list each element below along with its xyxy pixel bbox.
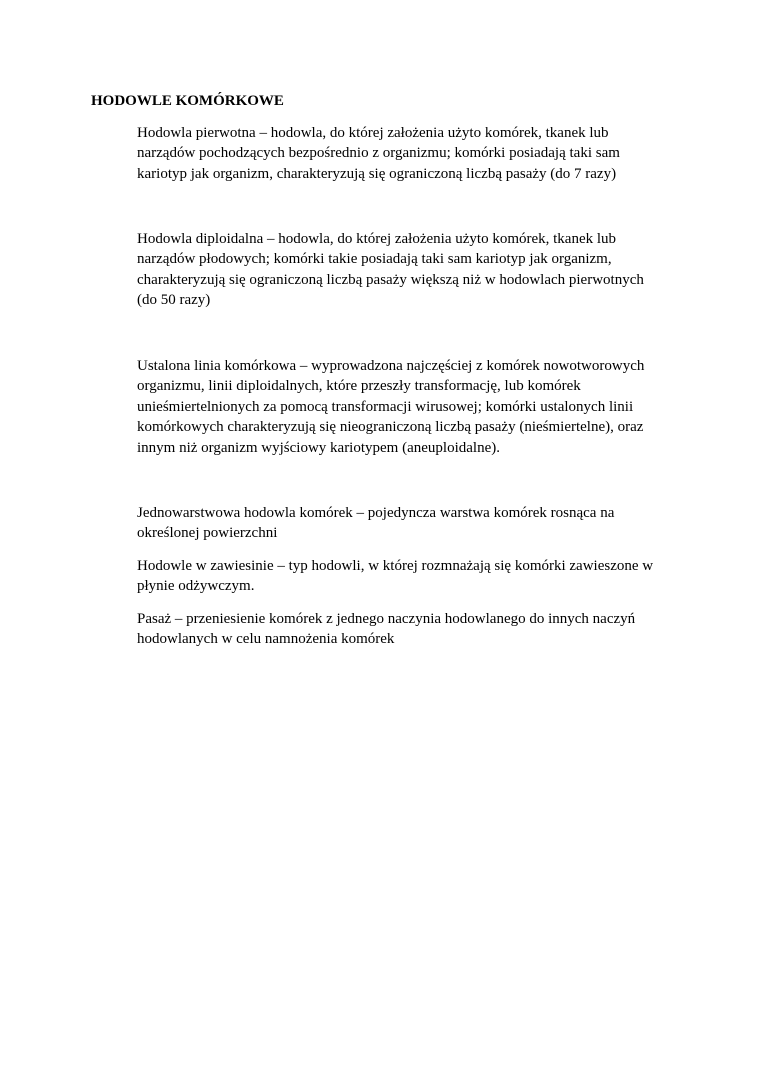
- text-line: (do 50 razy): [137, 292, 211, 309]
- text-line: unieśmiertelnionych za pomocą transformacji wirusowej; komórki ustalonych linii: [137, 398, 634, 415]
- text-line: płynie odżywczym.: [137, 578, 255, 595]
- paragraph-hodowla-pierwotna: [137, 123, 677, 184]
- text-line: kariotyp jak organizm, charakteryzują się ograniczoną liczbą pasaży (do 7 razy): [137, 165, 617, 182]
- paragraph-ustalona-linia: [137, 356, 677, 458]
- text-line: Hodowle w zawiesinie – typ hodowli, w której rozmnażają się komórki zawieszone w: [137, 558, 654, 574]
- text-line: Jednowarstwowa hodowla komórek – pojedyncza warstwa komórek rosnąca na: [137, 505, 615, 521]
- text-line: innym niż organizm wyjściowy kariotypem (aneuploidalne).: [137, 439, 500, 456]
- page-title: HODOWLE KOMÓRKOWE: [91, 93, 284, 109]
- paragraph-zawiesina: [137, 556, 677, 597]
- text-line: narządów płodowych; komórki takie posiadają taki sam kariotyp jak organizm,: [137, 251, 612, 268]
- text-line: hodowlanych w celu namnożenia komórek: [137, 631, 395, 648]
- text-line: Hodowla pierwotna – hodowla, do której założenia użyto komórek, tkanek lub: [137, 125, 609, 141]
- text-line: komórkowych charakteryzują się nieograniczoną liczbą pasaży (nieśmiertelne), oraz: [137, 419, 644, 436]
- text-line: charakteryzują się ograniczoną liczbą pasaży większą niż w hodowlach pierwotnych: [137, 271, 644, 288]
- text-line: Ustalona linia komórkowa – wyprowadzona najczęściej z komórek nowotworowych: [137, 358, 645, 374]
- text-line: narządów pochodzących bezpośrednio z organizmu; komórki posiadają taki sam: [137, 145, 620, 162]
- text-line: organizmu, linii diploidalnych, które przeszły transformację, lub komórek: [137, 378, 581, 395]
- text-line: Pasaż – przeniesienie komórek z jednego naczynia hodowlanego do innych naczyń: [137, 611, 636, 627]
- paragraph-pasaz: [137, 609, 677, 650]
- paragraph-hodowla-diploidalna: [137, 229, 677, 311]
- text-line: określonej powierzchni: [137, 525, 278, 542]
- text-line: Hodowla diploidalna – hodowla, do której założenia użyto komórek, tkanek lub: [137, 231, 617, 247]
- paragraph-jednowarstwowa: [137, 503, 677, 544]
